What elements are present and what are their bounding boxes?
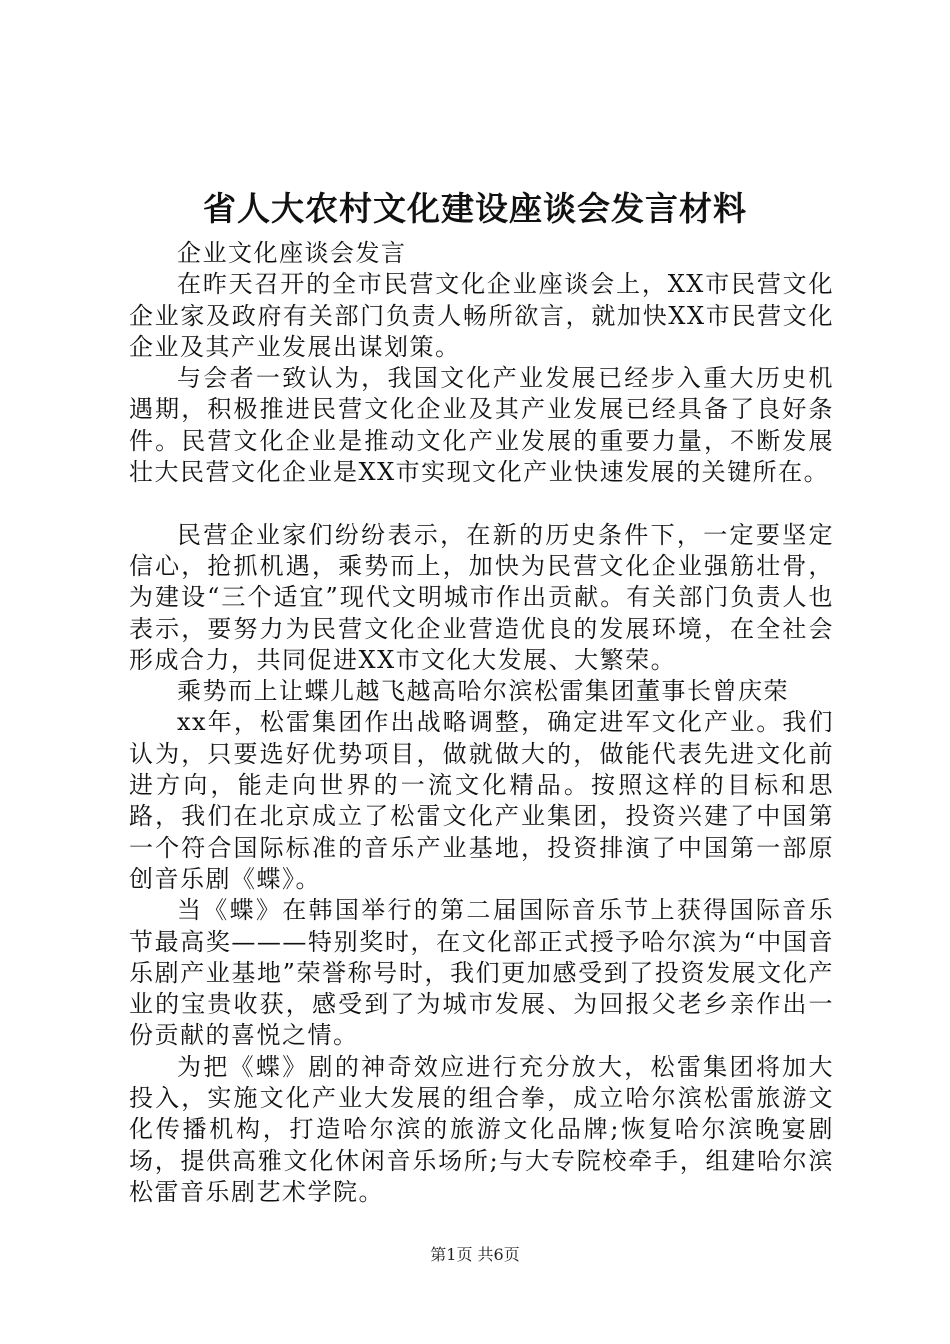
document-body [129, 238, 834, 1208]
paragraph-strategy: xx年，松雷集团作出战略调整，确定进军文化产业。我们认为，只要选好优势项目，做就做大的，做能代表先进文化前进方向，能走向世界的一流文化精品。按照这样的目标和思路，我们在北京成立了松雷文化产业集团，投资兴建了中国第一个符合国际标准的音乐产业基地，投资排演了中国第一部原创音乐剧《蝶》。 [129, 708, 834, 893]
paragraph-meeting-intro: 在昨天召开的全市民营文化企业座谈会上，XX市民营文化企业家及政府有关部门负责人畅所欲言，就加快XX市民营文化企业及其产业发展出谋划策。 [129, 270, 834, 361]
page-number-footer: 第1页 共6页 [430, 1245, 520, 1264]
paragraph-consensus: 与会者一致认为，我国文化产业发展已经步入重大历史机遇期，积极推进民营文化企业及其产业发展已经具备了良好条件。民营文化企业是推动文化产业发展的重要力量，不断发展壮大民营文化企业是XX市实现文化产业快速发展的关键所在。 [129, 364, 834, 487]
paragraph-plans: 为把《蝶》剧的神奇效应进行充分放大，松雷集团将加大投入，实施文化产业大发展的组合拳，成立哈尔滨松雷旅游文化传播机构，打造哈尔滨的旅游文化品牌;恢复哈尔滨晚宴剧场，提供高雅文化休闲音乐场所;与大专院校牵手，组建哈尔滨松雷音乐剧艺术学院。 [129, 1052, 834, 1206]
paragraph-heading-enterprise-culture: 企业文化座谈会发言 [177, 239, 407, 267]
paragraph-speaker-heading: 乘势而上让蝶儿越飞越高哈尔滨松雷集团董事长曾庆荣 [177, 677, 789, 706]
document-title: 省人大农村文化建设座谈会发言材料 [203, 189, 747, 228]
paragraph-award: 当《蝶》在韩国举行的第二届国际音乐节上获得国际音乐节最高奖———特别奖时，在文化部正式授予哈尔滨为“中国音乐剧产业基地”荣誉称号时，我们更加感受到了投资发展文化产业的宝贵收获，感受到了为城市发展、为回报父老乡亲作出一份贡献的喜悦之情。 [129, 896, 834, 1050]
paragraph-entrepreneurs: 民营企业家们纷纷表示，在新的历史条件下，一定要坚定信心，抢抓机遇，乘势而上，加快为民营文化企业强筋壮骨，为建设“三个适宜”现代文明城市作出贡献。有关部门负责人也表示，要努力为民营文化企业营造优良的发展环境，在全社会形成合力，共同促进XX市文化大发展、大繁荣。 [129, 520, 834, 674]
